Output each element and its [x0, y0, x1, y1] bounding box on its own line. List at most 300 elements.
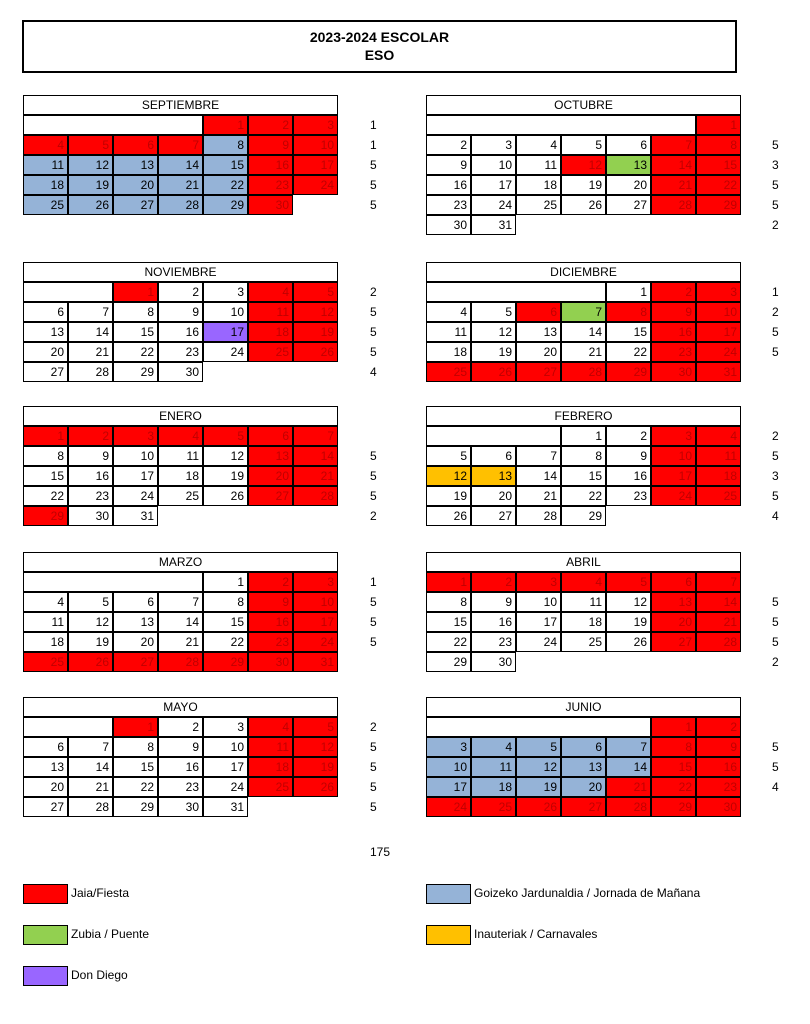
day-cell: 26 [68, 652, 113, 672]
day-cell: 22 [651, 777, 696, 797]
day-cell: 17 [516, 612, 561, 632]
day-cell: 23 [248, 632, 293, 652]
day-cell: 12 [561, 155, 606, 175]
week-count: 5 [772, 449, 779, 463]
day-cell: 4 [471, 737, 516, 757]
day-cell: 22 [561, 486, 606, 506]
day-cell: 25 [23, 195, 68, 215]
day-cell: 10 [293, 592, 338, 612]
week-count: 5 [772, 345, 779, 359]
day-cell: 29 [113, 797, 158, 817]
day-cell: 9 [606, 446, 651, 466]
day-cell: 8 [561, 446, 606, 466]
day-cell: 21 [158, 632, 203, 652]
day-cell: 21 [293, 466, 338, 486]
day-cell: 7 [68, 302, 113, 322]
day-cell: 1 [113, 717, 158, 737]
day-cell: 5 [68, 135, 113, 155]
day-cell: 14 [696, 592, 741, 612]
day-cell: 23 [471, 632, 516, 652]
day-cell: 13 [113, 155, 158, 175]
day-cell: 21 [68, 777, 113, 797]
day-cell: 24 [203, 342, 248, 362]
day-cell: 26 [516, 797, 561, 817]
day-cell: 19 [606, 612, 651, 632]
week-count: 5 [370, 740, 377, 754]
day-cell: 22 [606, 342, 651, 362]
day-cell: 6 [113, 592, 158, 612]
day-cell: 6 [606, 135, 651, 155]
day-cell: 24 [113, 486, 158, 506]
day-cell: 3 [696, 282, 741, 302]
day-cell: 10 [426, 757, 471, 777]
day-cell: 9 [426, 155, 471, 175]
week-count: 3 [772, 158, 779, 172]
day-cell: 9 [68, 446, 113, 466]
day-cell: 19 [293, 757, 338, 777]
week-count: 5 [370, 158, 377, 172]
day-cell: 11 [516, 155, 561, 175]
day-cell: 29 [696, 195, 741, 215]
day-cell: 2 [471, 572, 516, 592]
day-cell: 2 [248, 115, 293, 135]
day-cell: 23 [158, 777, 203, 797]
week-count: 5 [772, 740, 779, 754]
day-cell: 17 [293, 155, 338, 175]
day-cell: 1 [561, 426, 606, 446]
day-cell: 24 [203, 777, 248, 797]
day-cell: 8 [113, 737, 158, 757]
day-cell: 19 [203, 466, 248, 486]
day-cell: 11 [248, 302, 293, 322]
legend-swatch [23, 884, 68, 904]
week-count: 2 [370, 509, 377, 523]
day-cell: 28 [68, 362, 113, 382]
day-cell: 27 [606, 195, 651, 215]
day-cell: 30 [68, 506, 113, 526]
day-cell: 18 [23, 175, 68, 195]
week-count: 5 [370, 800, 377, 814]
day-cell: 5 [471, 302, 516, 322]
empty-days [426, 717, 651, 737]
week-count: 5 [370, 469, 377, 483]
week-count: 1 [370, 118, 377, 132]
week-count: 5 [370, 760, 377, 774]
day-cell: 9 [248, 592, 293, 612]
day-cell: 26 [68, 195, 113, 215]
day-cell: 3 [651, 426, 696, 446]
day-cell: 27 [23, 797, 68, 817]
day-cell: 18 [471, 777, 516, 797]
day-cell: 1 [203, 115, 248, 135]
week-count: 2 [772, 218, 779, 232]
day-cell: 5 [426, 446, 471, 466]
day-cell: 8 [606, 302, 651, 322]
day-cell: 1 [203, 572, 248, 592]
day-cell: 7 [606, 737, 651, 757]
day-cell: 24 [293, 632, 338, 652]
day-cell: 27 [113, 652, 158, 672]
day-cell: 23 [68, 486, 113, 506]
day-cell: 9 [696, 737, 741, 757]
day-cell: 22 [203, 632, 248, 652]
day-cell: 22 [203, 175, 248, 195]
empty-days [426, 426, 561, 446]
day-cell: 17 [651, 466, 696, 486]
day-cell: 25 [248, 342, 293, 362]
day-cell: 2 [606, 426, 651, 446]
day-cell: 16 [248, 612, 293, 632]
week-count: 5 [370, 595, 377, 609]
week-count: 5 [772, 198, 779, 212]
month-title: FEBRERO [426, 406, 741, 426]
day-cell: 7 [158, 592, 203, 612]
day-cell: 10 [696, 302, 741, 322]
day-cell: 2 [248, 572, 293, 592]
day-cell: 2 [68, 426, 113, 446]
day-cell: 14 [561, 322, 606, 342]
day-cell: 16 [68, 466, 113, 486]
day-cell: 26 [471, 362, 516, 382]
day-cell: 18 [158, 466, 203, 486]
day-cell: 14 [606, 757, 651, 777]
day-cell: 17 [203, 757, 248, 777]
day-cell: 3 [471, 135, 516, 155]
week-count: 4 [370, 365, 377, 379]
day-cell: 8 [203, 592, 248, 612]
day-cell: 16 [158, 757, 203, 777]
day-cell: 28 [158, 195, 203, 215]
day-cell: 19 [471, 342, 516, 362]
day-cell: 25 [516, 195, 561, 215]
day-cell: 18 [516, 175, 561, 195]
day-cell: 11 [158, 446, 203, 466]
day-cell: 7 [696, 572, 741, 592]
day-cell: 30 [158, 362, 203, 382]
day-cell: 15 [203, 155, 248, 175]
day-cell: 27 [471, 506, 516, 526]
day-cell: 4 [158, 426, 203, 446]
day-cell: 25 [23, 652, 68, 672]
week-count: 5 [370, 345, 377, 359]
week-count: 5 [772, 635, 779, 649]
day-cell: 23 [158, 342, 203, 362]
week-count: 2 [370, 720, 377, 734]
day-cell: 3 [516, 572, 561, 592]
day-cell: 9 [248, 135, 293, 155]
day-cell: 20 [471, 486, 516, 506]
day-cell: 18 [23, 632, 68, 652]
day-cell: 20 [113, 632, 158, 652]
day-cell: 11 [23, 155, 68, 175]
day-cell: 6 [113, 135, 158, 155]
day-cell: 22 [696, 175, 741, 195]
day-cell: 28 [606, 797, 651, 817]
day-cell: 25 [158, 486, 203, 506]
day-cell: 25 [696, 486, 741, 506]
day-cell: 25 [426, 362, 471, 382]
day-cell: 11 [23, 612, 68, 632]
week-count: 5 [772, 760, 779, 774]
day-cell: 5 [516, 737, 561, 757]
day-cell: 19 [516, 777, 561, 797]
day-cell: 16 [426, 175, 471, 195]
day-cell: 3 [203, 717, 248, 737]
day-cell: 25 [561, 632, 606, 652]
day-cell: 20 [651, 612, 696, 632]
day-cell: 27 [561, 797, 606, 817]
day-cell: 9 [158, 302, 203, 322]
day-cell: 26 [203, 486, 248, 506]
day-cell: 25 [248, 777, 293, 797]
day-cell: 7 [516, 446, 561, 466]
day-cell: 12 [426, 466, 471, 486]
day-cell: 21 [651, 175, 696, 195]
day-cell: 29 [651, 797, 696, 817]
month-title: ABRIL [426, 552, 741, 572]
day-cell: 7 [293, 426, 338, 446]
day-cell: 10 [113, 446, 158, 466]
week-count: 1 [370, 575, 377, 589]
day-cell: 4 [23, 592, 68, 612]
day-cell: 13 [23, 322, 68, 342]
day-cell: 31 [293, 652, 338, 672]
day-cell: 5 [606, 572, 651, 592]
day-cell: 4 [516, 135, 561, 155]
day-cell: 7 [561, 302, 606, 322]
day-cell: 24 [651, 486, 696, 506]
day-cell: 4 [23, 135, 68, 155]
day-cell: 12 [293, 302, 338, 322]
day-cell: 17 [203, 322, 248, 342]
day-cell: 24 [426, 797, 471, 817]
day-cell: 12 [516, 757, 561, 777]
day-cell: 7 [68, 737, 113, 757]
week-count: 4 [772, 509, 779, 523]
day-cell: 1 [606, 282, 651, 302]
day-cell: 10 [516, 592, 561, 612]
day-cell: 22 [113, 342, 158, 362]
day-cell: 26 [426, 506, 471, 526]
day-cell: 30 [426, 215, 471, 235]
legend-swatch [23, 966, 68, 986]
empty-days [23, 717, 113, 737]
legend-swatch [426, 884, 471, 904]
day-cell: 15 [606, 322, 651, 342]
day-cell: 13 [113, 612, 158, 632]
day-cell: 21 [606, 777, 651, 797]
week-count: 5 [772, 615, 779, 629]
day-cell: 25 [471, 797, 516, 817]
week-count: 5 [772, 595, 779, 609]
day-cell: 2 [426, 135, 471, 155]
day-cell: 14 [158, 612, 203, 632]
day-cell: 15 [23, 466, 68, 486]
month-title: MAYO [23, 697, 338, 717]
week-count: 5 [370, 325, 377, 339]
day-cell: 30 [651, 362, 696, 382]
day-cell: 5 [561, 135, 606, 155]
day-cell: 1 [23, 426, 68, 446]
day-cell: 20 [23, 342, 68, 362]
day-cell: 31 [696, 362, 741, 382]
day-cell: 8 [696, 135, 741, 155]
empty-days [23, 115, 203, 135]
day-cell: 1 [651, 717, 696, 737]
day-cell: 18 [696, 466, 741, 486]
day-cell: 3 [113, 426, 158, 446]
day-cell: 6 [516, 302, 561, 322]
day-cell: 2 [651, 282, 696, 302]
month-title: ENERO [23, 406, 338, 426]
day-cell: 30 [471, 652, 516, 672]
day-cell: 8 [113, 302, 158, 322]
day-cell: 19 [293, 322, 338, 342]
day-cell: 27 [23, 362, 68, 382]
day-cell: 5 [203, 426, 248, 446]
day-cell: 9 [651, 302, 696, 322]
week-count: 1 [370, 138, 377, 152]
day-cell: 21 [696, 612, 741, 632]
week-count: 5 [370, 615, 377, 629]
day-cell: 14 [68, 757, 113, 777]
day-cell: 5 [68, 592, 113, 612]
day-cell: 11 [696, 446, 741, 466]
day-cell: 16 [696, 757, 741, 777]
day-cell: 19 [561, 175, 606, 195]
day-cell: 14 [68, 322, 113, 342]
day-cell: 15 [696, 155, 741, 175]
week-count: 5 [772, 325, 779, 339]
day-cell: 22 [23, 486, 68, 506]
day-cell: 4 [248, 717, 293, 737]
header-subtitle: ESO [364, 47, 395, 63]
week-count: 2 [772, 429, 779, 443]
day-cell: 10 [293, 135, 338, 155]
day-cell: 4 [561, 572, 606, 592]
day-cell: 11 [426, 322, 471, 342]
day-cell: 11 [471, 757, 516, 777]
week-count: 2 [370, 285, 377, 299]
day-cell: 27 [113, 195, 158, 215]
day-cell: 10 [203, 302, 248, 322]
day-cell: 2 [696, 717, 741, 737]
day-cell: 9 [158, 737, 203, 757]
day-cell: 8 [23, 446, 68, 466]
day-cell: 9 [471, 592, 516, 612]
day-cell: 8 [651, 737, 696, 757]
week-count: 5 [370, 489, 377, 503]
week-count: 5 [772, 138, 779, 152]
day-cell: 18 [426, 342, 471, 362]
day-cell: 8 [203, 135, 248, 155]
week-count: 3 [772, 469, 779, 483]
day-cell: 20 [606, 175, 651, 195]
day-cell: 15 [651, 757, 696, 777]
day-cell: 6 [23, 302, 68, 322]
day-cell: 30 [696, 797, 741, 817]
day-cell: 24 [516, 632, 561, 652]
day-cell: 26 [293, 777, 338, 797]
empty-days [23, 572, 203, 592]
day-cell: 3 [293, 115, 338, 135]
week-count: 1 [772, 285, 779, 299]
day-cell: 6 [23, 737, 68, 757]
day-cell: 7 [158, 135, 203, 155]
month-title: MARZO [23, 552, 338, 572]
day-cell: 10 [471, 155, 516, 175]
week-count: 5 [370, 305, 377, 319]
day-cell: 20 [248, 466, 293, 486]
day-cell: 6 [248, 426, 293, 446]
day-cell: 19 [426, 486, 471, 506]
day-cell: 29 [203, 195, 248, 215]
legend-label: Jaia/Fiesta [71, 886, 130, 900]
week-count: 4 [772, 780, 779, 794]
day-cell: 16 [651, 322, 696, 342]
day-cell: 30 [158, 797, 203, 817]
day-cell: 2 [158, 717, 203, 737]
day-cell: 21 [516, 486, 561, 506]
day-cell: 13 [471, 466, 516, 486]
day-cell: 3 [426, 737, 471, 757]
week-count: 5 [370, 780, 377, 794]
empty-days [23, 282, 113, 302]
day-cell: 11 [248, 737, 293, 757]
day-cell: 13 [606, 155, 651, 175]
legend-swatch [426, 925, 471, 945]
day-cell: 11 [561, 592, 606, 612]
month-title: JUNIO [426, 697, 741, 717]
day-cell: 29 [23, 506, 68, 526]
day-cell: 5 [293, 282, 338, 302]
legend-label: Don Diego [71, 968, 128, 982]
day-cell: 28 [516, 506, 561, 526]
day-cell: 6 [651, 572, 696, 592]
day-cell: 13 [248, 446, 293, 466]
week-count: 5 [370, 635, 377, 649]
total-days: 175 [370, 845, 391, 859]
day-cell: 1 [113, 282, 158, 302]
day-cell: 13 [651, 592, 696, 612]
day-cell: 28 [158, 652, 203, 672]
day-cell: 28 [293, 486, 338, 506]
day-cell: 20 [23, 777, 68, 797]
day-cell: 22 [426, 632, 471, 652]
day-cell: 15 [203, 612, 248, 632]
day-cell: 17 [113, 466, 158, 486]
day-cell: 28 [651, 195, 696, 215]
day-cell: 18 [248, 757, 293, 777]
day-cell: 12 [471, 322, 516, 342]
day-cell: 12 [68, 155, 113, 175]
day-cell: 12 [293, 737, 338, 757]
day-cell: 16 [606, 466, 651, 486]
day-cell: 21 [158, 175, 203, 195]
day-cell: 29 [561, 506, 606, 526]
day-cell: 14 [516, 466, 561, 486]
day-cell: 19 [68, 632, 113, 652]
day-cell: 14 [293, 446, 338, 466]
week-count: 2 [772, 305, 779, 319]
day-cell: 13 [23, 757, 68, 777]
day-cell: 23 [696, 777, 741, 797]
day-cell: 6 [561, 737, 606, 757]
day-cell: 26 [561, 195, 606, 215]
day-cell: 3 [203, 282, 248, 302]
day-cell: 24 [471, 195, 516, 215]
legend-swatch [23, 925, 68, 945]
